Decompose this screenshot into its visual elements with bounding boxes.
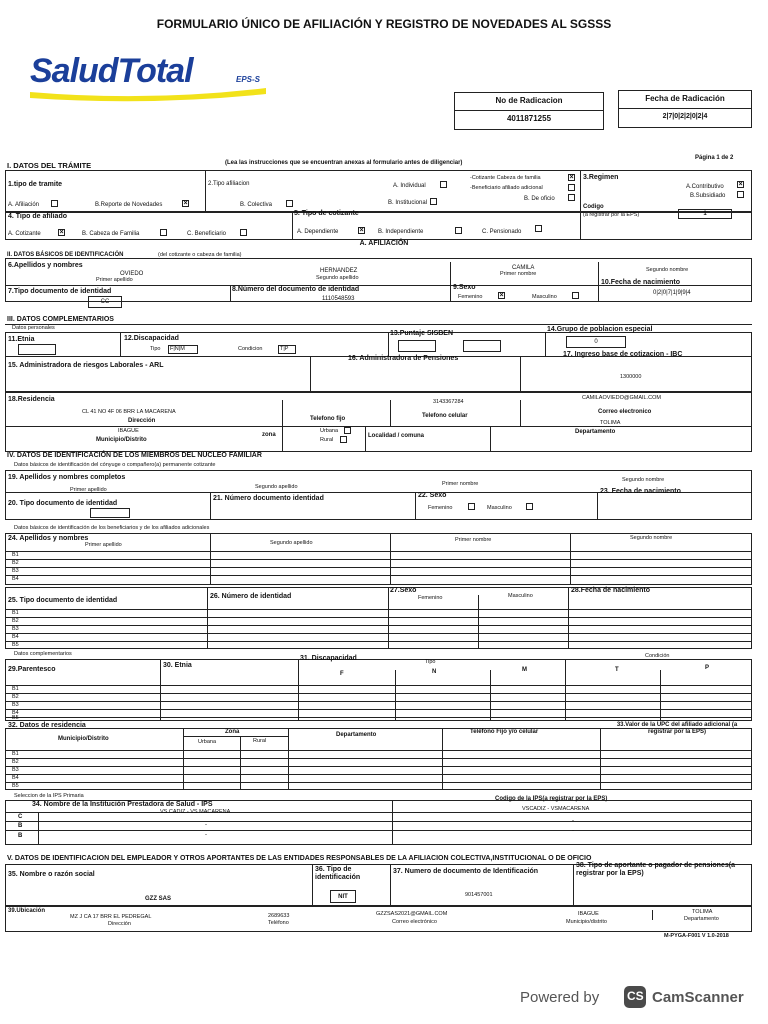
f24-label: 24. Apellidos y nombres <box>8 535 89 542</box>
empleador-email-label: Correo electrónico <box>392 919 437 925</box>
f32-urbana: Urbana <box>198 739 217 745</box>
ips-row-c: C <box>18 814 23 820</box>
empleador-telefono-label: Teléfono <box>268 920 289 926</box>
codigo-sublabel: (a registrar por la EPS) <box>583 212 640 218</box>
ips-value: VS CADIZ - VS MACARENA <box>160 809 231 815</box>
etnia-label: 11.Etnia <box>8 336 35 343</box>
logo-suffix: EPS-S <box>236 75 261 84</box>
f32-row-b2: B2 <box>12 759 19 765</box>
localidad-label: Localidad / comuna <box>368 433 425 439</box>
f32-departamento: Departamento <box>336 732 377 738</box>
beneficiario-checkbox[interactable] <box>240 229 247 236</box>
ips-code-dash-1: - <box>572 818 574 824</box>
municipio-value: IBAGUE <box>118 428 139 434</box>
section-1-title: I. DATOS DEL TRÁMITE <box>7 161 92 170</box>
pensionado-option: C. Pensionado <box>482 229 522 235</box>
femenino-checkbox[interactable]: × <box>499 292 504 299</box>
direccion-value: CL 41 NO 4F 06 BRR LA MACARENA <box>82 409 176 415</box>
ips-code-dash-2: - <box>572 828 574 834</box>
f39-label: 39.Ubicación <box>8 908 46 914</box>
f29-label: 29.Parentesco <box>8 666 56 673</box>
ips-row-b1: B <box>18 823 23 829</box>
empleador-departamento-value: TOLIMA <box>692 909 713 915</box>
rural-option: Rural <box>320 437 334 443</box>
section-2-title: II. DATOS BÁSICOS DE IDENTIFICACIÓN <box>7 252 124 258</box>
masculino-option: Masculino <box>532 294 557 300</box>
f35-value: GZZ SAS <box>145 896 172 902</box>
f31-tipo: Tipo <box>425 659 436 665</box>
logo-text: SaludTotal <box>30 52 193 90</box>
f32-row-b4: B4 <box>12 775 19 781</box>
f32-row-b3: B3 <box>12 767 19 773</box>
discapacidad-label: 12.Discapacidad <box>124 335 179 342</box>
f26-label: 26. Número de identidad <box>210 593 292 600</box>
section-5-title: V. DATOS DE IDENTIFICACION DEL EMPLEADOR Y OTROS APORTANTES DE LAS ENTIDADES RESPONSABLES DE LA AFILIACION COLECTIVA,INSTITUCIONAL O DE OFICIO <box>7 855 592 862</box>
complementarios-table <box>5 659 752 721</box>
discapacidad-condicion-options: T|P <box>280 346 289 352</box>
ibc-label: 17. Ingreso base de cotizacion - IBC <box>563 351 683 358</box>
ips-code-value: VSCADIZ - VSMACARENA <box>522 806 590 812</box>
tipo-afiliado-label: 4. Tipo de afiliado <box>8 213 67 220</box>
individual-checkbox[interactable] <box>440 181 447 188</box>
f31-m: M <box>522 667 527 673</box>
codigo-value: 1 <box>703 211 707 217</box>
f37-label: 37. Numero de documento de Identificación <box>393 868 539 875</box>
f31-p: P <box>705 665 710 671</box>
cabeza-checkbox[interactable] <box>160 229 167 236</box>
numero-documento-value: 1110548593 <box>322 296 355 302</box>
subsidiado-option: B.Subsidiado <box>690 193 726 199</box>
primer-nombre-value: CAMILA <box>512 265 535 271</box>
municipio-label: Municipio/Distrito <box>96 437 147 443</box>
fecha-nacimiento-value: 0|2|0|7|1|9|9|4 <box>653 290 691 296</box>
f29-row-b1: B1 <box>12 686 19 692</box>
f36-value: NIT <box>338 894 348 900</box>
grupo-poblacion-value: 0 <box>594 339 598 345</box>
beneficiario-option: C. Beneficiario <box>187 231 227 237</box>
sisben-field[interactable] <box>398 340 436 352</box>
section-4-title: IV. DATOS DE IDENTIFICACIÓN DE LOS MIEMBROS DEL NUCLEO FAMILIAR <box>7 452 262 459</box>
afiliacion-option: A. Afiliación <box>8 202 40 208</box>
ips-row-b2: B <box>18 833 23 839</box>
section-3-title: III. DATOS COMPLEMENTARIOS <box>7 316 114 323</box>
f27-label: 27.Sexo <box>390 587 417 594</box>
powered-by-label: Powered by <box>520 989 600 1006</box>
sexo-label: 9.Sexo <box>453 284 476 291</box>
f31-condicion: Condición <box>645 653 670 659</box>
residencia-table <box>5 728 752 790</box>
conyuge-fecha-label: 23. Fecha de nacimiento <box>600 488 681 495</box>
conyuge-tipo-doc-label: 20. Tipo documento de identidad <box>8 500 118 507</box>
conyuge-segundo-apellido: Segundo apellido <box>255 484 298 490</box>
f27-femenino: Femenino <box>418 595 443 601</box>
tipo-documento-value: CC <box>100 299 110 305</box>
fecha-radicacion-label: Fecha de Radicación <box>645 94 725 103</box>
cotizante-option: A. Cotizante <box>8 231 41 237</box>
section-2-subtitle: (del cotizante o cabeza de familia) <box>158 252 242 258</box>
discapacidad-tipo-label: Tipo <box>150 346 161 352</box>
empleador-municipio-value: IBAGUE <box>578 911 599 917</box>
f32-row-b1: B1 <box>12 751 19 757</box>
beneficiario-adicional-checkbox[interactable] <box>568 184 575 191</box>
tipo-cotizante-label: 5. Tipo de cotizante <box>294 210 359 217</box>
direccion-label: Dirección <box>128 418 156 424</box>
f24-row-b2: B2 <box>12 560 19 566</box>
email-value: CAMILAOVIEDO@GMAIL.COM <box>582 395 661 401</box>
empleador-email-value: GZZSAS2021@GMAIL.COM <box>376 911 448 917</box>
f32-rural: Rural <box>253 738 267 744</box>
camscanner-brand: CamScanner <box>652 989 744 1006</box>
f32-telefono: Teléfono Fijo y/o celular <box>470 729 539 735</box>
f36-label: 36. Tipo de identificación <box>315 866 361 881</box>
femenino-option: Femenino <box>458 294 483 300</box>
individual-option: A. Individual <box>393 183 426 189</box>
urbana-option: Urbana <box>320 428 339 434</box>
dependiente-option: A. Dependiente <box>297 229 339 235</box>
f35-label: 35. Nombre o razón social <box>8 871 95 878</box>
form-title: FORMULARIO ÚNICO DE AFILIACIÓN Y REGISTRO DE NOVEDADES AL SGSSS <box>156 17 612 31</box>
discapacidad-condicion-label: Condicion <box>238 346 263 352</box>
f32-municipio: Municipio/Distrito <box>58 736 109 742</box>
ips-dash-1: - <box>205 822 207 828</box>
conyuge-num-doc-label: 21. Número documento identidad <box>213 495 324 502</box>
sisben-label: 13.Puntaje SISBEN <box>390 330 454 337</box>
f24-segundo-nombre: Segundo nombre <box>630 535 673 541</box>
segundo-apellido-label: Segundo apellido <box>316 275 359 281</box>
f30-label: 30. Etnia <box>163 662 192 669</box>
primer-apellido-value: OVIEDO <box>120 271 144 277</box>
primer-apellido-label: Primer apellido <box>96 277 133 283</box>
grupo-poblacion-label: 14.Grupo de poblacion especial <box>547 326 653 333</box>
reporte-checkbox[interactable]: × <box>183 200 188 207</box>
complementarios-subtitle: Datos complementarios <box>14 651 72 657</box>
f25-row-b2: B2 <box>12 618 19 624</box>
dependiente-checkbox[interactable]: × <box>359 227 364 234</box>
f25-row-b4: B4 <box>12 634 19 640</box>
f29-row-b4: B4 <box>12 710 19 716</box>
regimen-label: 3.Regimen <box>583 174 619 181</box>
f38-label: 38. Tipo de aportante o pagador de pensiones(a registrar por la EPS) <box>576 862 735 877</box>
f25-row-b5: B5 <box>12 642 19 648</box>
conyuge-primer-apellido: Primer apellido <box>70 487 107 493</box>
independiente-checkbox[interactable] <box>455 227 462 234</box>
f31-n: N <box>432 669 437 675</box>
conyuge-apellidos-label: 19. Apellidos y nombres completos <box>8 474 126 481</box>
f29-row-b2: B2 <box>12 694 19 700</box>
subsidiado-checkbox[interactable] <box>737 191 744 198</box>
f31-t: T <box>615 667 619 673</box>
segundo-apellido-value: HERNANDEZ <box>320 268 358 274</box>
empleador-telefono-value: 2689633 <box>268 913 290 919</box>
contributivo-option: A.Contributivo <box>686 184 724 190</box>
f31-f: F <box>340 671 344 677</box>
pensiones-label: 16. Administradora de Pensiones <box>348 355 459 362</box>
empleador-direccion-value: MZ J CA 17 BRR EL PEDREGAL <box>70 914 152 920</box>
f24-row-b3: B3 <box>12 568 19 574</box>
f32-label: 32. Datos de residencia <box>8 722 86 729</box>
conyuge-subtitle: Datos básicos de identificación del cónyuge o compañero(a) permanente cotizante <box>14 462 216 468</box>
institucional-option: B. Institucional <box>388 200 428 206</box>
telefono-fijo-label: Telefono fijo <box>310 416 346 422</box>
independiente-option: B. Independiente <box>378 229 424 235</box>
conyuge-primer-nombre: Primer nombre <box>442 481 479 487</box>
f24-primer-apellido: Primer apellido <box>85 542 122 548</box>
empleador-departamento-label: Departamento <box>684 916 719 922</box>
f29-row-b5: B5 <box>12 715 19 721</box>
masculino-checkbox[interactable] <box>572 292 579 299</box>
email-label: Correo electronico <box>598 409 652 415</box>
conyuge-masculino-checkbox[interactable] <box>526 503 533 510</box>
departamento-value: TOLIMA <box>600 420 621 426</box>
seleccion-ips-subtitle: Seleccion de la IPS Primaria <box>14 793 84 799</box>
colectiva-checkbox[interactable] <box>286 200 293 207</box>
camscanner-icon: CS <box>624 986 646 1008</box>
f24-row-b4: B4 <box>12 576 19 582</box>
cabeza-option: B. Cabeza de Familia <box>82 231 140 237</box>
instructions-note: (Lea las instrucciones que se encuentran anexas al formulario antes de diligenciar) <box>225 160 463 166</box>
codigo-label: Codigo <box>583 204 604 210</box>
departamento-label: Departamento <box>575 429 616 435</box>
empleador-municipio-label: Municipio/distrito <box>566 919 607 925</box>
f25-row-b1: B1 <box>12 610 19 616</box>
f32-row-b5: B5 <box>12 783 19 789</box>
apellidos-label: 6.Apellidos y nombres <box>8 262 83 269</box>
zona-label: zona <box>262 432 276 438</box>
datos-personales-label: Datos personales <box>12 325 55 331</box>
f25-label: 25. Tipo documento de identidad <box>8 597 118 604</box>
urbana-checkbox[interactable] <box>344 427 351 434</box>
colectiva-option: B. Colectiva <box>240 202 273 208</box>
page-number: Página 1 de 2 <box>695 155 734 161</box>
conyuge-femenino: Femenino <box>428 505 453 511</box>
f25-row-b3: B3 <box>12 626 19 632</box>
conyuge-tipo-doc-field[interactable] <box>90 508 130 518</box>
f24-primer-nombre: Primer nombre <box>455 537 492 543</box>
reporte-option: B.Reporte de Novedades <box>95 202 163 208</box>
numero-documento-label: 8.Número del documento de identidad <box>232 286 360 293</box>
codigo-ips-label: Codigo de la IPS(a registrar por la EPS) <box>495 796 608 802</box>
f33-label: 33.Valor de la UPC del afiliado adicional (a registrar por la EPS) <box>616 722 738 736</box>
fecha-nacimiento-label: 10.Fecha de nacimiento <box>601 279 680 286</box>
f24-segundo-apellido: Segundo apellido <box>270 540 313 546</box>
tipo-tramite-label: 1.tipo de tramite <box>8 181 63 188</box>
f37-value: 901457001 <box>465 892 493 898</box>
conyuge-segundo-nombre: Segundo nombre <box>622 477 665 483</box>
discapacidad-tipo-options: F|N|M <box>170 346 185 352</box>
afiliacion-checkbox[interactable] <box>51 200 58 207</box>
ips-dash-2: - <box>205 832 207 838</box>
ibc-value: 1300000 <box>620 374 642 380</box>
etnia-field[interactable] <box>18 344 56 355</box>
conyuge-masculino: Masculino <box>487 505 512 511</box>
f32-zona: Zona <box>225 729 240 735</box>
institucional-checkbox[interactable] <box>430 198 437 205</box>
segundo-nombre-label: Segundo nombre <box>646 267 689 273</box>
pensionado-checkbox[interactable] <box>535 225 542 232</box>
primer-nombre-label: Primer nombre <box>500 271 537 277</box>
radicacion-value: 4011871255 <box>506 114 552 123</box>
sisben-field-2[interactable] <box>463 340 501 352</box>
beneficiarios-subtitle: Datos básicos de identificación de los beneficiarios y de los afiliados adicionales <box>14 525 210 531</box>
cabeza-familia-checkbox[interactable]: × <box>569 174 574 181</box>
afiliacion-header: A. AFILIACIÓN <box>359 240 409 247</box>
fecha-radicacion-value: 2|7|0|2|2|0|2|4 <box>662 113 708 120</box>
radicacion-label: No de Radicacion <box>495 96 563 105</box>
arl-label: 15. Administradora de riesgos Laborales - ARL <box>8 362 164 369</box>
tipo-afiliacion-label: 2.Tipo afiliacion <box>208 181 250 187</box>
cabeza-familia-option: -Cotizante Cabeza de familia <box>470 175 541 181</box>
celular-value: 3143367284 <box>433 399 464 405</box>
de-oficio-option: B. De oficio <box>524 196 555 202</box>
contributivo-checkbox[interactable]: × <box>738 181 743 188</box>
f24-row-b1: B1 <box>12 552 19 558</box>
f28-label: 28.Fecha de nacimiento <box>571 587 650 594</box>
conyuge-sexo-label: 22. Sexo <box>418 492 447 499</box>
tipo-documento-label: 7.Tipo documento de identidad <box>8 288 112 295</box>
footer-code: M-PYGA-F001 V 1.0-2018 <box>664 933 729 939</box>
salud-total-logo <box>28 52 268 104</box>
f34-label: 34. Nombre de la Institución Prestadora de Salud - IPS <box>32 801 213 808</box>
f27-masculino: Masculino <box>508 593 533 599</box>
empleador-direccion-label: Dirección <box>108 921 131 927</box>
beneficiario-adicional-option: -Beneficiario afiliado adicional <box>470 185 543 191</box>
f31-label: 31. Discapacidad <box>300 655 357 662</box>
f29-row-b3: B3 <box>12 702 19 708</box>
rural-checkbox[interactable] <box>340 436 347 443</box>
celular-label: Telefono celular <box>422 413 468 419</box>
cotizante-checkbox[interactable]: × <box>59 229 64 236</box>
residencia-label: 18.Residencia <box>8 396 55 403</box>
conyuge-femenino-checkbox[interactable] <box>468 503 475 510</box>
de-oficio-checkbox[interactable] <box>568 194 575 201</box>
